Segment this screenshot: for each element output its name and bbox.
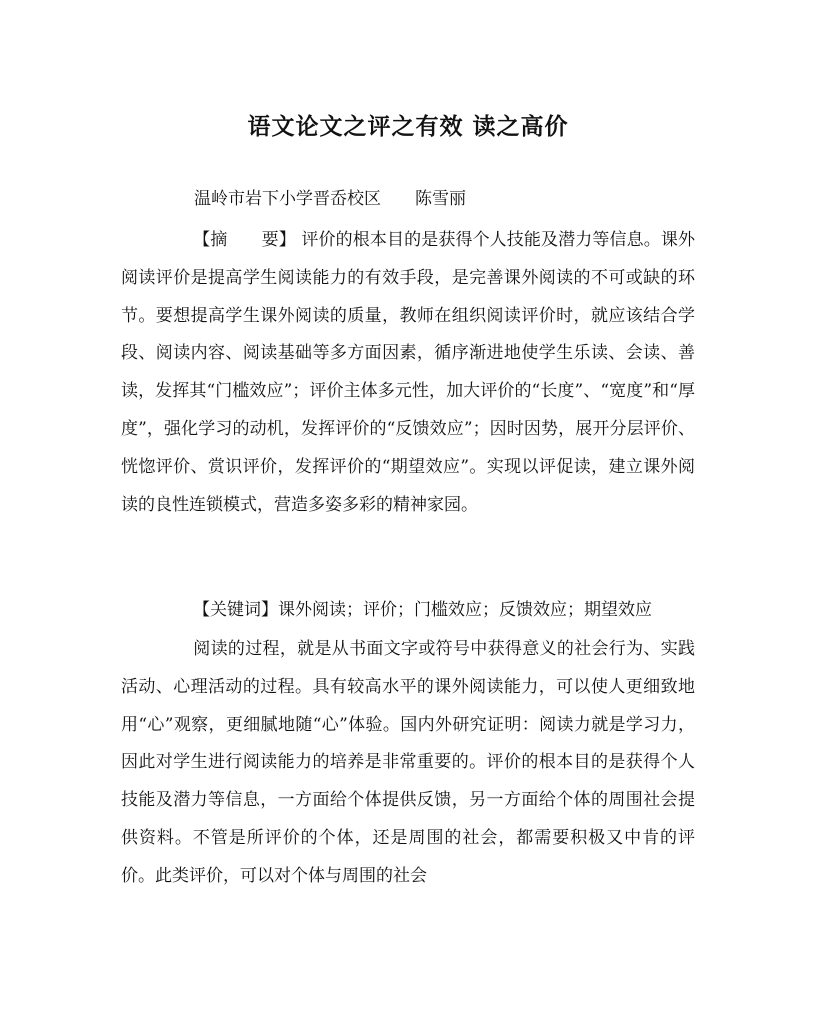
keywords-text: 课外阅读；评价；门槛效应；反馈效应；期望效应 — [278, 600, 652, 620]
body-paragraph-text: 阅读的过程，就是从书面文字或符号中获得意义的社会行为、实践活动、心理活动的过程。具有较高水平的课外阅读能力，可以使人更细致地用“心”观察，更细腻地随“心”体验。国内外研究证明：阅读力就是学习力，因此对学生进行阅读能力的培养是非常重要的。评价的根本目的是获得个人技能及潜力等信息，一方面给个体提供反馈，另一方面给个体的周围社会提供资料。不管是所评价的个体，还是周围的社会，都需要积极又中肯的评价。此类评价，可以对个体与周围的社会 — [121, 639, 695, 886]
abstract-label: 【摘 要】 — [193, 230, 296, 250]
keywords-label: 【关键词】 — [193, 600, 278, 620]
author-name: 陈雪丽 — [415, 189, 466, 209]
abstract-paragraph — [121, 222, 695, 524]
keywords-paragraph — [121, 592, 695, 630]
author-affiliation: 温岭市岩下小学晋岙校区 — [194, 189, 381, 209]
document-title: 语文论文之评之有效 读之高价 — [247, 113, 569, 140]
author-line — [194, 184, 466, 209]
abstract-text: 评价的根本目的是获得个人技能及潜力等信息。课外阅读评价是提高学生阅读能力的有效手段，是完善课外阅读的不可或缺的环节。要想提高学生课外阅读的质量，教师在组织阅读评价时，就应该结合学段、阅读内容、阅读基础等多方面因素，循序渐进地使学生乐读、会读、善读，发挥其“门槛效应”；评价主体多元性，加大评价的“长度”、“宽度”和“厚度”，强化学习的动机，发挥评价的“反馈效应”；因时因势，展开分层评价、恍惚评价、赏识评价，发挥评价的“期望效应”。实现以评促读，建立课外阅读的良性连锁模式，营造多姿多彩的精神家园。 — [121, 230, 696, 515]
body-paragraph — [121, 631, 695, 896]
